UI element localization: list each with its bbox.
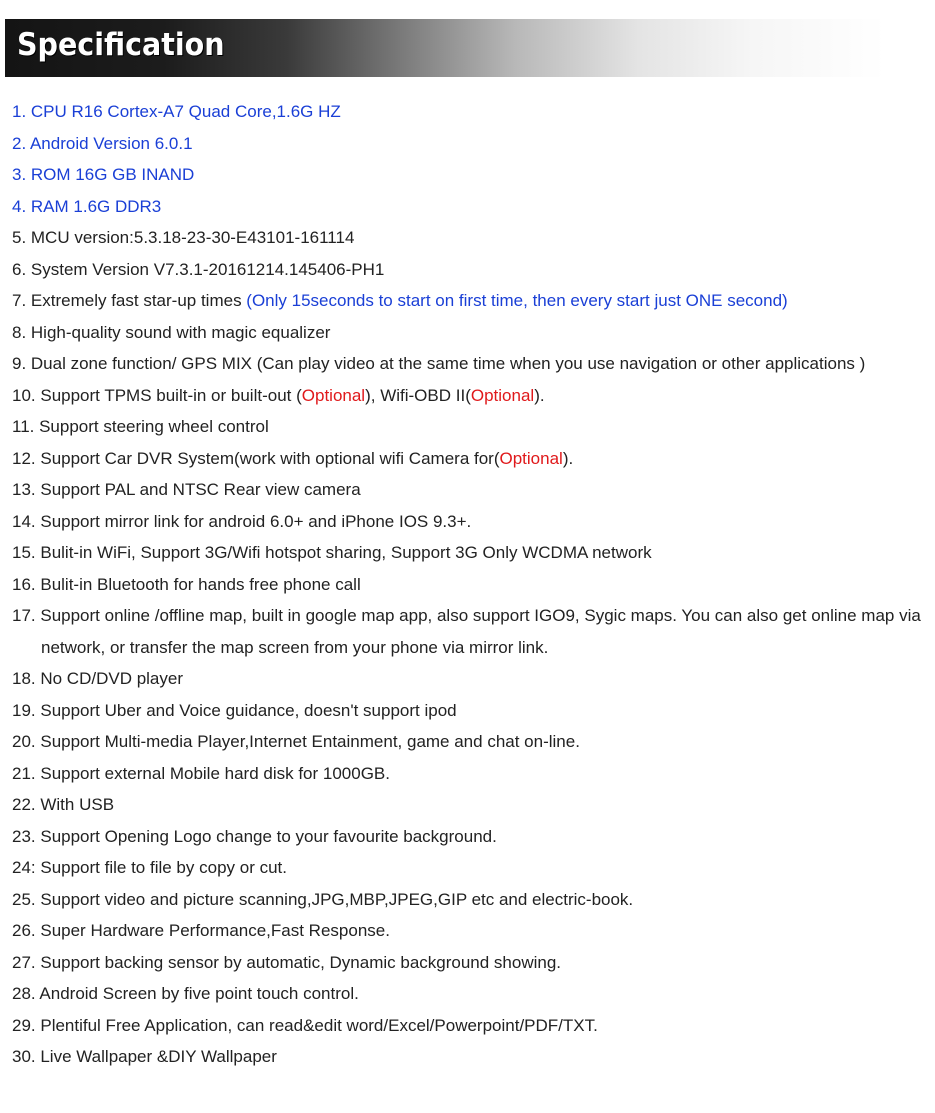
spec-item	[12, 600, 935, 663]
optional-note: Optional	[301, 385, 366, 405]
spec-item	[12, 915, 927, 947]
spec-text: 18. No CD/DVD player	[12, 669, 184, 688]
spec-item	[12, 159, 927, 191]
specification-banner	[5, 19, 885, 77]
spec-text: 27. Support backing sensor by automatic, Dynamic background showing.	[12, 952, 562, 972]
spec-item	[12, 978, 927, 1010]
spec-text: 24: Support file to file by copy or cut.	[12, 858, 287, 877]
spec-item	[12, 537, 927, 569]
optional-note: Optional	[499, 448, 563, 468]
page-title: Specification	[17, 27, 225, 63]
spec-text: 22. With USB	[12, 795, 115, 814]
spec-text: ).	[562, 448, 574, 468]
spec-item	[12, 852, 927, 884]
spec-item	[12, 884, 927, 916]
spec-item	[12, 947, 927, 979]
spec-text: 11. Support steering wheel control	[12, 417, 269, 436]
spec-text: 17. Support online /offline map, built in google map app, also support IGO9, Sygic maps. You can also get online map via network, or transfer the map screen from your phone via mirror link.	[12, 606, 921, 657]
spec-item	[12, 411, 927, 443]
spec-item	[12, 821, 927, 853]
spec-item	[12, 726, 927, 758]
spec-text: 21. Support external Mobile hard disk for 1000GB.	[12, 763, 390, 783]
spec-text: 25. Support video and picture scanning,JPG,MBP,JPEG,GIP etc and electric-book.	[12, 889, 634, 909]
highlighted-text: 4. RAM 1.6G DDR3	[12, 196, 162, 216]
spec-item	[12, 191, 927, 223]
spec-item	[12, 758, 927, 790]
spec-item	[12, 1010, 927, 1042]
spec-text: 6. System Version V7.3.1-20161214.145406-PH1	[12, 259, 385, 279]
spec-text: 16. Bulit-in Bluetooth for hands free phone call	[12, 574, 361, 594]
spec-item	[12, 474, 927, 506]
spec-text: 10. Support TPMS built-in or built-out (	[12, 385, 302, 405]
spec-item	[12, 254, 927, 286]
specification-list	[12, 96, 927, 1073]
spec-text: 9. Dual zone function/ GPS MIX (Can play video at the same time when you use navigation or other applications )	[12, 354, 866, 373]
spec-text: 13. Support PAL and NTSC Rear view camera	[12, 480, 361, 499]
spec-text: 20. Support Multi-media Player,Internet Entainment, game and chat on-line.	[12, 732, 580, 751]
spec-text: 12. Support Car DVR System(work with optional wifi Camera for(	[12, 448, 500, 468]
spec-item	[12, 663, 927, 695]
spec-item	[12, 380, 927, 412]
spec-text: 30. Live Wallpaper &DIY Wallpaper	[12, 1047, 277, 1066]
spec-item	[12, 569, 927, 601]
spec-item	[12, 222, 927, 254]
spec-item	[12, 506, 927, 538]
spec-text: 15. Bulit-in WiFi, Support 3G/Wifi hotspot sharing, Support 3G Only WCDMA network	[12, 543, 652, 562]
spec-text: 29. Plentiful Free Application, can read&edit word/Excel/Powerpoint/PDF/TXT.	[12, 1015, 598, 1035]
highlighted-text: (Only 15seconds to start on first time, then every start just ONE second)	[246, 291, 788, 310]
highlighted-text: 2. Android Version 6.0.1	[12, 133, 193, 153]
spec-text: 5. MCU version:5.3.18-23-30-E43101-161114	[12, 228, 355, 247]
spec-item	[12, 96, 927, 128]
spec-text: ), Wifi-OBD II(	[365, 385, 471, 405]
highlighted-text: 3. ROM 16G GB INAND	[12, 165, 195, 184]
spec-item	[12, 348, 927, 380]
spec-item	[12, 317, 927, 349]
spec-text: 23. Support Opening Logo change to your favourite background.	[12, 826, 497, 846]
spec-text: 19. Support Uber and Voice guidance, doesn't support ipod	[12, 700, 457, 720]
spec-text: 28. Android Screen by five point touch control.	[12, 984, 359, 1003]
spec-text: 26. Super Hardware Performance,Fast Response.	[12, 921, 390, 940]
optional-note: Optional	[470, 385, 535, 405]
spec-text: ).	[534, 385, 545, 405]
spec-item	[12, 285, 927, 317]
spec-item	[12, 128, 927, 160]
spec-text: 8. High-quality sound with magic equalizer	[12, 322, 331, 342]
spec-item	[12, 789, 927, 821]
spec-item	[12, 443, 927, 475]
spec-text: 14. Support mirror link for android 6.0+ and iPhone IOS 9.3+.	[12, 511, 472, 531]
spec-text: 7. Extremely fast star-up times	[12, 291, 247, 310]
spec-item	[12, 1041, 927, 1073]
spec-item	[12, 695, 927, 727]
highlighted-text: 1. CPU R16 Cortex-A7 Quad Core,1.6G HZ	[12, 102, 341, 121]
